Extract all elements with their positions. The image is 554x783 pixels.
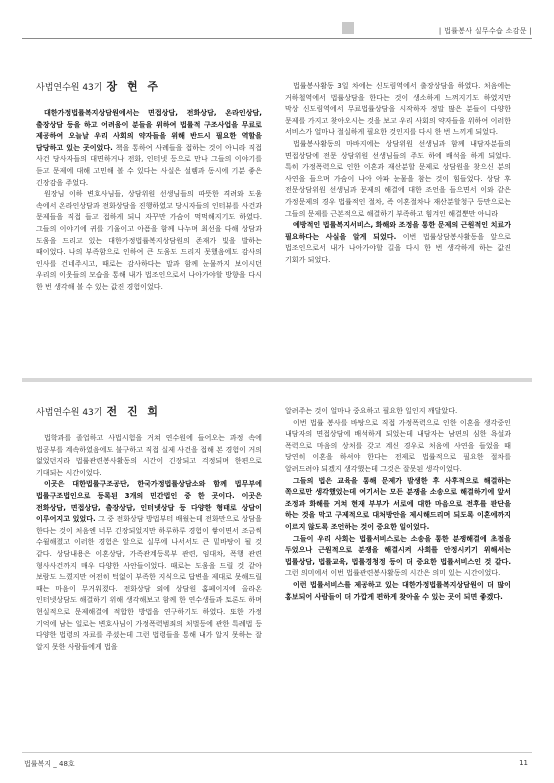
body-text: 법률봉사활동 3일 차에는 신도림역에서 출장상담을 하였다. 처음에는 거하철역에서 법률상담을 한다는 것이 생소하게 느껴지기도 하였지만 막상 신도림역에서 무료법률상담을 시작하자 정말 많은 분들이 다양한 문제를 가지고 찾아오시는 것을 보고 우리 사회의 약자들을 위하여 이러한 서비스가 얼마나 절실하게 필요한 것인지를 다시 한 번 느끼게 되었다.	[285, 81, 511, 137]
header-title: | 법률봉사 실무수습 소감문 |	[438, 27, 532, 35]
paragraph	[285, 80, 511, 138]
footer-rule	[22, 752, 532, 753]
body-text: 이번 법률 봉사를 바탕으로 직접 가정폭력으로 인한 이혼을 생각중인 내담자의 면접상담에 배석하게 되었는데 내담자는 남편의 심한 욕설과 폭력으로 마음의 상처를 갖고 계신 경우로 처음에 사연을 들었을 때 당연히 이혼을 하셔야 한다는 전제로 법률적으로 필요한 절차를 알려드려야 되겠지 생각했는데 그것은 잘못된 생각이었다.	[285, 417, 511, 473]
page-number: 11	[519, 759, 528, 767]
paragraph	[285, 533, 511, 579]
section2-right-text	[285, 405, 511, 602]
highlighted-text: 대한가정법률복지상담원에서는 면접상담, 전화상담, 온라인상담, 출장상담 등을 하고 어려움이 분들을 위하여 법률적 구조사업을 무료로 제공하여 오늘날 우리 사회의 약자들을 위해 반드시 필요한 역할을 담당하고 있는 곳이었다.	[36, 108, 262, 152]
body-text: 법률봉사활동의 마바지에는 상담위원 선생님과 함께 내담자분들의 면접상담에 전문 상담위원 선생님들의 주도 하에 배석을 하게 되었다. 특히 가정폭력으로 인한 이혼과 재산분할 문제로 상담원을 찾으신 분의 사연을 들으며 가슴이 나아 아파 눈물을 참는 것이 힘들었다. 상담 후 전문상담위원 선생님과 문제의 해결에 대한 조언을 들으면서 이와 같은 가정문제의 경우 법률적인 절차, 즉 이혼절차나 재산분할청구 등만으로는 그들의 문제를 근본적으로 해결하기 부족하고 힘겨인 해결뿐만 아니라	[285, 138, 511, 218]
body-text: 그 중 전화상담 방법부터 배웠는데 전화만으로 상담을 한다는 것이 처음엔 너무 긴장되었지만 하루하루 경험이 쌓이면서 조금씩 수월해졌고 이러한 경험은 앞으로 실무에 나서서도 큰 밑바탕이 될 것 같다. 상담내용은 이혼상담, 가족관계등록부 관련, 임대차, 폭행 관련 형사사건까지 매우 다양한 사안들이었다. 때로는 도움을 드릴 것 같아 보람도 느꼈지만 여전히 턱없이 부족한 지식으로 답변을 제대로 못해드릴 때는 마음이 무거워졌다. 전화상담 외에 상담원 홈페이지에 올라온 인터넷상담도 해결하기 위해 생각해보고 함께 한 연수생들과 토론도 하며 현실적으로 문제해결에 적합한 방법을 연구하기도 하였다. 또한 가정 기억에 남는 일로는 변호사님이 가정폭력범죄의 처벌등에 관한 특례법 등 다양한 법령의 자료를 주셨는데 그런 법령들을 통해 내가 알지 못하는 잘 알지 못한 사람들에게 법을	[36, 514, 262, 651]
paragraph	[285, 475, 511, 533]
section1-left-column	[36, 80, 262, 395]
section1-right-text	[285, 80, 511, 266]
body-text: 책을 통하여 사례들을 접하는 것이 아니라 직접 사건 당사자들의 대면하거나 전화, 인터넷 등으로 만나 그들의 이야기를 듣고 문제에 대해 고민해 볼 수 있다는 사실은 설렘과 동시에 기분 좋은 긴장감을 주었다.	[36, 142, 262, 187]
section1-author	[36, 80, 262, 95]
section2-author	[36, 405, 262, 420]
body-text: 이번 법률상담봉사활동을 앞으로 법조인으로서 내가 나아가야할 길을 다시 한 번 생각하게 하는 값진 기회가 되었다.	[285, 231, 511, 264]
body-text: 알려주는 것이 얼마나 중요하고 필요한 일인지 깨달았다.	[285, 406, 458, 415]
highlighted-text: 이런 법률서비스를 제공하고 있는 대한가정법률복지상담원이 더 많이 홍보되어 사람들이 더 가깝게 편하게 찾아올 수 있는 곳이 되면 좋겠다.	[285, 579, 511, 601]
paragraph	[285, 417, 511, 475]
paragraph	[285, 405, 511, 417]
body-text: 법학과를 졸업하고 사법시험을 거쳐 연수원에 들어오는 과정 속에 법공부를 계속하였음에도 불구하고 직접 실제 사건을 접해 본 경험이 거의 없었던지라 법률관련봉사활동의 시간이 긴장되고 걱정되며 한편으로 기대되는 시간이었다.	[36, 433, 262, 477]
paragraph	[36, 107, 262, 188]
section1-author-name: 장 현 주	[106, 80, 162, 93]
body-text: 원장님 이하 변호사님들, 상담위원 선생님들의 따뜻한 격려와 도움 속에서 온라인상담과 전화상담을 진행하였고 당시자들의 인터뷰를 사건과 문제들을 직접 들고 접하게 되니 자꾸만 가슴이 먹먹해지기도 하였다. 그들의 이야기에 귀를 기울이고 아픔을 함께 나누며 최선을 다해 상담과 도움을 드리고 있는 대한가정법률복지상담원의 존재가 빛을 발하는 때이었다. 나의 부족함으로 인하여 큰 도움도 드리지 못했음에도 감사의 인사를 건네주시고, 때로는 감사하다는 말과 함께 눈물까지 보이시던 우리의 이웃들의 모습을 통해 내가 법조인으로서 나아가야할 방향을 다시 한 번 생각해 볼 수 있는 값진 경험이었다.	[36, 189, 262, 291]
section1-left-text	[36, 107, 262, 293]
header-marker	[342, 22, 354, 34]
section1-author-label: 사법연수원 43기	[36, 83, 103, 93]
paragraph	[285, 579, 511, 602]
paragraph	[285, 219, 511, 265]
section2-left-column	[36, 405, 262, 745]
paragraph	[285, 138, 511, 219]
section2-right-column	[285, 405, 511, 745]
section2-author-name: 전 진 희	[106, 405, 162, 418]
section1-right-column	[285, 80, 511, 395]
header-rule	[22, 38, 532, 39]
highlighted-text: 그들의 법은 교육을 통해 문제가 발생한 후 사후적으로 해결하는 쪽으로만 생각했었는데 여기서는 모든 분쟁을 소송으로 해결하기에 앞서 조정과 화해를 거쳐 현재 부부가 서로에 대한 마음으로 전후를 판단을 하는 것을 막고 구제적으로 대처방안을 제시해드리며 되도록 이혼에까지 이르지 않도록 조언하는 것이 중요한 일이었다.	[285, 475, 511, 531]
section2-left-text	[36, 432, 262, 652]
paragraph	[36, 478, 262, 652]
body-text: 그런 의미에서 이번 법률관련봉사활동의 시간은 의미 있는 시간이었다.	[285, 568, 501, 578]
section2-author-label: 사법연수원 43기	[36, 408, 103, 418]
highlighted-text: 이곳은 대한법률구조공단, 한국가정법률상담소와 함께 법무부에 법률구조법인으로 등록된 3개의 민간법인 중 한 곳이다. 이곳은 전화상담, 면접상담, 출장상담, 인터넷상담 등 다양한 형태로 상담이 이루어지고 있었다.	[36, 479, 262, 524]
paragraph	[36, 432, 262, 478]
highlighted-text: 예방적인 법률복지서비스, 화해와 조정을 통한 문제의 근원적인 치료가 필요하다는 사실을 알게 되었다.	[285, 220, 511, 241]
paragraph	[36, 188, 262, 292]
footer-publication: 법률복지 _ 48호	[24, 760, 75, 768]
section-divider	[22, 378, 532, 382]
highlighted-text: 그들이 우리 사회는 법률서비스로는 소송을 통한 분쟁해결에 초점을 두었으나 근원적으로 분쟁을 해결시켜 사회를 안정시키기 위해서는 법률상담, 법률교육, 법률경청정 등이 더 중요한 법률서비스인 것 같다.	[285, 533, 511, 566]
